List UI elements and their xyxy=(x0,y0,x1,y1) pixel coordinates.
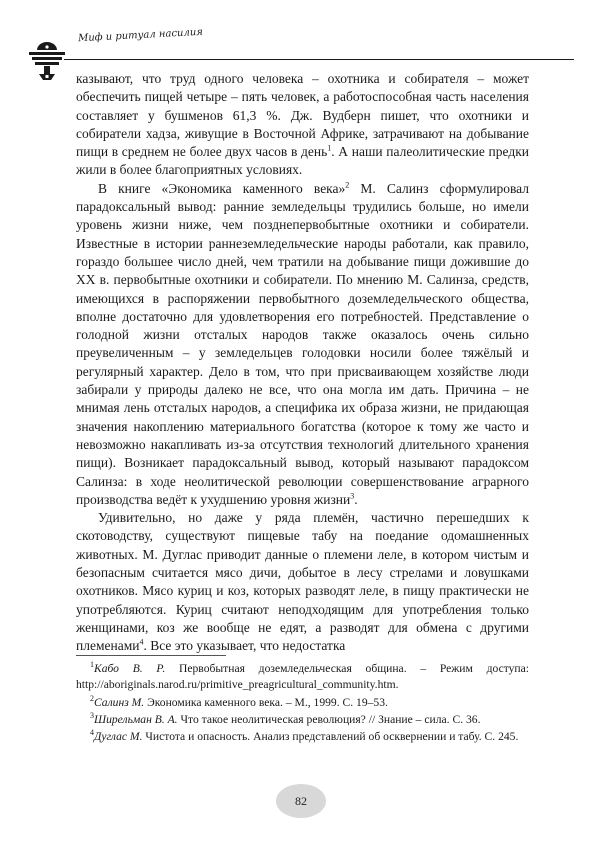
footnote-text: Первобытная доземледельческая община. – Режим доступа: http://aboriginals.narod.ru/primitive_preagricultural_community.htm. xyxy=(76,662,529,692)
paragraph-1-tail: . А наши палеолитические предки жили в более благоприятных условиях. xyxy=(76,144,529,178)
paragraph-2-text: В книге «Экономика каменного века» xyxy=(98,180,346,196)
footnote-1 xyxy=(76,661,529,694)
footnote-author: Кабо В. Р. xyxy=(94,662,166,675)
footnote-ref-2[interactable]: 2 xyxy=(345,180,350,190)
footnote-2 xyxy=(76,695,529,711)
footnote-number: 1 xyxy=(90,660,94,670)
footnote-number: 4 xyxy=(90,728,94,738)
footnote-author: Дуглас М. xyxy=(94,730,143,744)
footnote-text: Экономика каменного века. – М., 1999. С. 19–53. xyxy=(144,695,388,709)
footnote-4 xyxy=(76,729,529,745)
footnote-number: 2 xyxy=(90,693,94,703)
footnotes xyxy=(76,661,529,746)
footnote-text: Что такое неолитическая революция? // Знание – сила. С. 36. xyxy=(177,712,481,726)
main-text xyxy=(76,70,529,656)
footnote-text: Чистота и опасность. Анализ представлений об осквернении и табу. С. 245. xyxy=(142,730,519,744)
footnote-ref-3[interactable]: 3 xyxy=(350,491,355,501)
paragraph-1 xyxy=(76,70,529,180)
header-divider xyxy=(64,59,574,60)
paragraph-3-tail: . Все это указывает, что недостатка xyxy=(143,638,346,654)
paragraph-2 xyxy=(76,180,529,509)
footnote-ref-4[interactable]: 4 xyxy=(139,637,144,647)
paragraph-1-text: казывают, что труд одного человека – охотника и собирателя – может обеспечить пищей четыре – пять человек, а работоспособная часть населения составляет у бушменов 61,3 %. Дж. Вудберн пишет, что охотники и собиратели хадза, живущие в Восточной Африке, затрачивают на добывание пищи в среднем не более двух часов в день xyxy=(76,71,529,160)
page-number: 82 xyxy=(276,784,326,818)
footnote-author: Салинз М. xyxy=(94,695,145,709)
bird-ornament-icon xyxy=(27,40,67,82)
page-header xyxy=(0,0,600,72)
paragraph-3-text: Удивительно, но даже у ряда племён, частично перешедших к скотоводству, существуют пищевые табу на поедание одомашненных животных. М. Дуглас приводит данные о племени леле, в котором чистым и безопасным считается мясо дичи, добытое в лесу стрелами и ловушками охотников. Мясо куриц и коз, которых разводят леле, в пищу практически не употребляются. Куриц считают неподходящим для употребления только женщинами, коз же вообще не едят, а разводят для обмена с другими племенами xyxy=(76,510,529,654)
paragraph-2-end: . xyxy=(354,491,358,507)
running-title: Миф и ритуал насилия xyxy=(77,26,204,45)
footnote-ref-1[interactable]: 1 xyxy=(327,143,332,153)
footnote-author: Ширельман В. А. xyxy=(94,712,178,726)
paragraph-2-tail: М. Салинз сформулировал парадоксальный вывод: ранние земледельцы трудились больше, но имели уровень жизни ниже, чем позднепервобытные охотники и собиратели. Известные в истории раннеземледельческие народы работали, как правило, гораздо большее число дней, чем тратили на добывание пищи дожившие до XX в. первобытные охотники и собиратели. По мнению М. Салинза, средств, имеющихся в распоряжении первобытного доземледельческого общества, вполне достаточно для удовлетворения его потребностей. Представление о голодной жизни отсталых народов также оказалось очень сильно преувеличенным – у земледельцев голодовки носили более тяжёлый и регулярный характер. Дело в том, что при присваивающем хозяйстве люди забирали у природы далеко не все, что она могла им дать. Причина – не мнимая лень отсталых народов, а специфика их образа жизни, не придающая значения накоплению материального богатства (которое к тому же часто и невозможно накапливать из-за отсутствия технологий длительного хранения пищи). Возникает парадоксальный вывод, который называют парадоксом Салинза: в ходе неолитической революции совершенствование аграрного производства ведёт к ухудшению уровня жизни xyxy=(76,180,529,507)
paragraph-3 xyxy=(76,509,529,655)
footnote-3 xyxy=(76,712,529,728)
footnote-number: 3 xyxy=(90,711,94,721)
footnote-divider xyxy=(76,655,226,656)
